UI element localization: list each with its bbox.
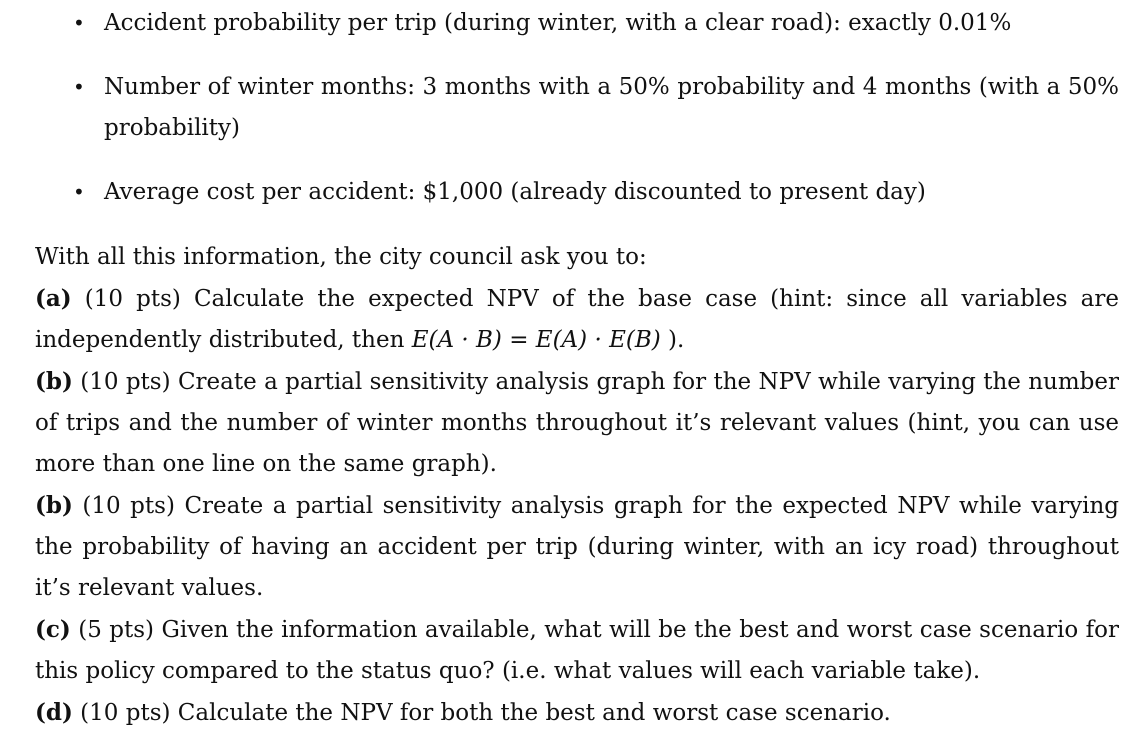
question-text-tail: ).	[668, 327, 685, 353]
question-text: (10 pts) Create a partial sensitivity analysis graph for the NPV while varying the number of trips and the number of winter months throughout it’s relevant values (hint, you can use more than one line on the same graph).	[35, 369, 1120, 477]
question-a	[35, 278, 1119, 361]
question-label: (c)	[35, 616, 71, 643]
question-b-trips-months	[35, 361, 1119, 485]
bullet-item-winter-months	[73, 67, 1119, 149]
bullet-item-accident-probability	[73, 3, 1119, 44]
question-text: (10 pts) Create a partial sensitivity analysis graph for the expected NPV while varying the probability of having an accident per trip (during winter, with an icy road) throughout it’s relevant values.	[35, 493, 1120, 601]
bullet-dot-icon: •	[73, 180, 85, 204]
bullet-item-average-cost	[73, 172, 1119, 213]
bullet-text: Accident probability per trip (during winter, with a clear road): exactly 0.01%	[104, 10, 1012, 36]
bullet-text: Average cost per accident: $1,000 (already discounted to present day)	[104, 179, 926, 205]
bullet-dot-icon: •	[73, 11, 85, 35]
question-text: (10 pts) Calculate the NPV for both the best and worst case scenario.	[80, 700, 891, 726]
question-b-accident-probability	[35, 485, 1119, 609]
bullet-dot-icon: •	[73, 75, 85, 99]
question-label: (b)	[35, 368, 73, 395]
question-label: (a)	[35, 285, 72, 312]
intro-text: With all this information, the city council ask you to:	[35, 244, 647, 270]
question-section	[35, 237, 1119, 734]
question-text: (5 pts) Given the information available, what will be the best and worst case scenario for this policy compared to the status quo? (i.e. what values will each variable take).	[35, 617, 1119, 684]
question-label: (b)	[35, 492, 73, 519]
question-c	[35, 609, 1119, 692]
question-text: (10 pts) Calculate the expected NPV of the base case (hint: since all variables are independently distributed, then	[35, 286, 1119, 353]
bullet-text: Number of winter months: 3 months with a 50% probability and 4 months (with a 50% probability)	[104, 74, 1119, 141]
question-label: (d)	[35, 699, 73, 726]
question-d	[35, 692, 1119, 734]
expectation-formula: E(A · B) = E(A) · E(B)	[411, 327, 661, 353]
